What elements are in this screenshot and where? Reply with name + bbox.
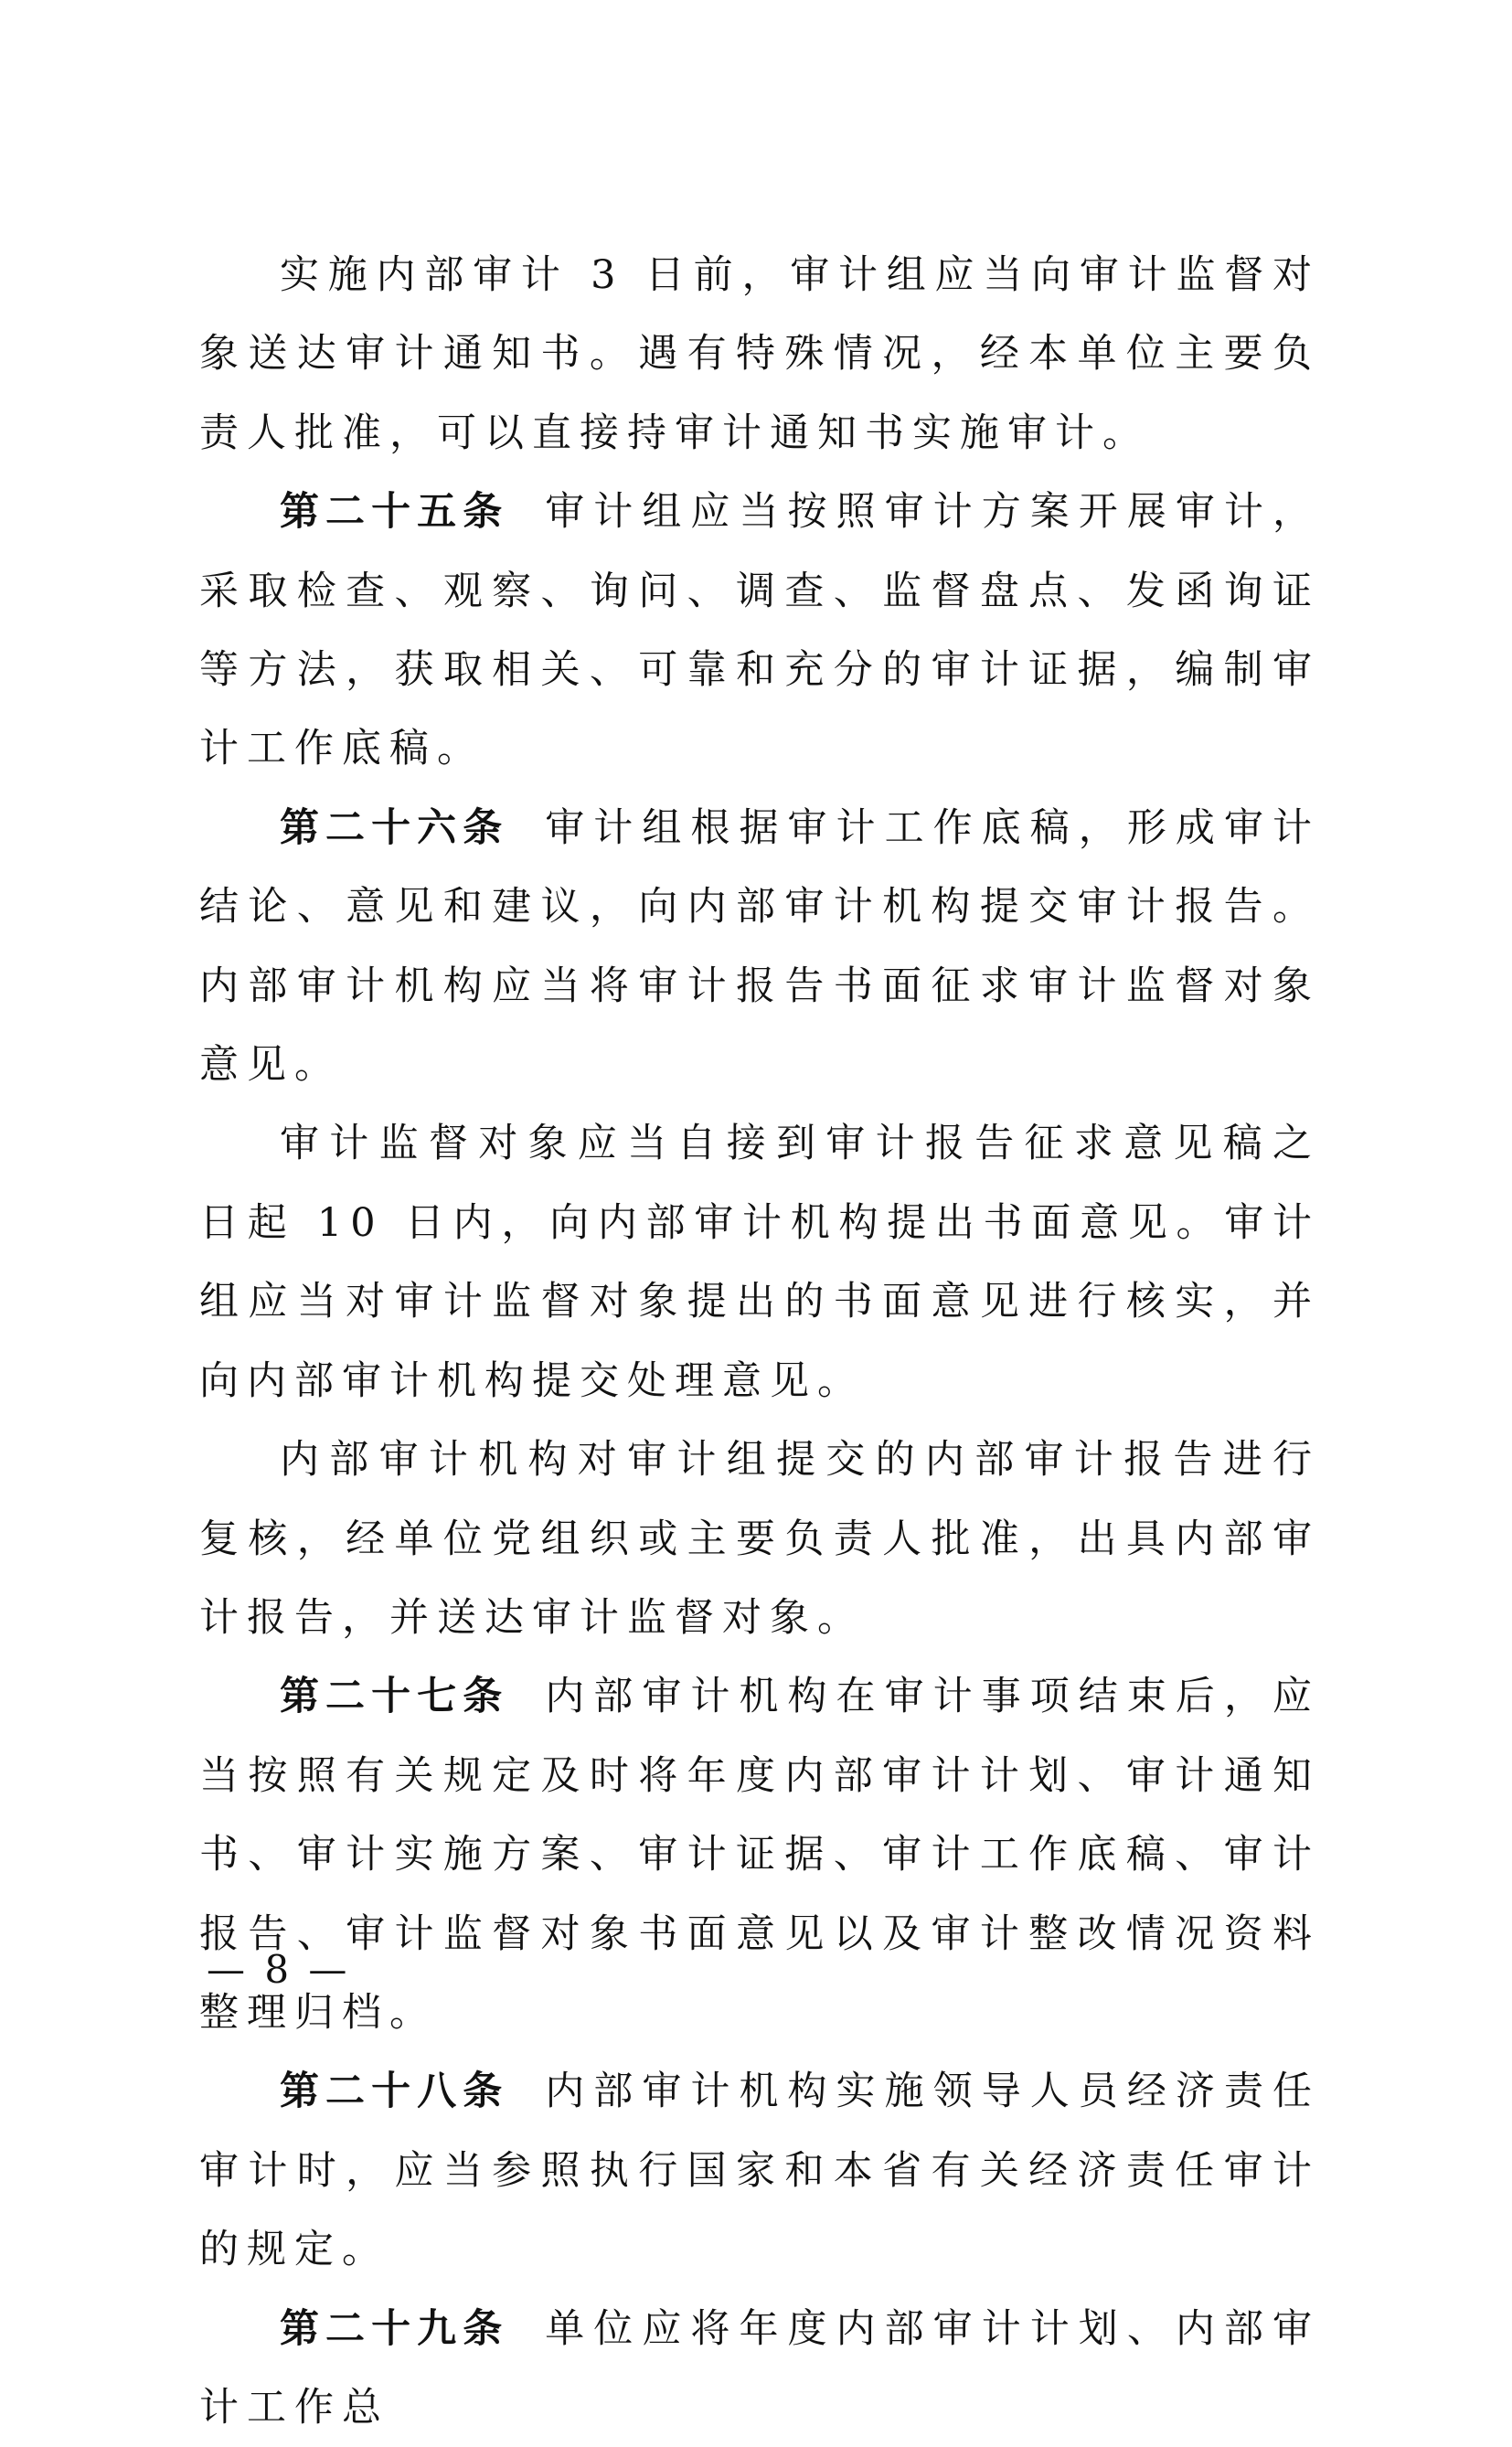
page-number: — 8 —	[207, 1947, 351, 1992]
article-number: 第二十八条	[280, 2069, 509, 2115]
paragraph-8	[199, 2290, 1320, 2447]
paragraph-1	[199, 236, 1320, 473]
article-number: 第二十七条	[280, 1674, 509, 1720]
regulation-body	[199, 236, 1320, 2447]
paragraph-text: 实施内部审计 3 日前，审计组应当向审计监督对象送达审计通知书。遇有特殊情况，经本单位主要负责人批准，可以直接持审计通知书实施审计。	[199, 252, 1320, 456]
paragraph-6	[199, 1657, 1320, 2052]
paragraph-4	[199, 1104, 1320, 1420]
paragraph-text: 内部审计机构实施领导人员经济责任审计时，应当参照执行国家和本省有关经济责任审计的规定。	[199, 2069, 1320, 2273]
paragraph-2	[199, 473, 1320, 789]
article-number: 第二十六条	[280, 804, 509, 851]
paragraph-text: 审计组应当按照审计方案开展审计，采取检查、观察、询问、调查、监督盘点、发函询证等方法，获取相关、可靠和充分的审计证据，编制审计工作底稿。	[199, 489, 1320, 772]
paragraph-text: 审计监督对象应当自接到审计报告征求意见稿之日起 10 日内，向内部审计机构提出书面意见。审计组应当对审计监督对象提出的书面意见进行核实，并向内部审计机构提交处理意见。	[199, 1121, 1320, 1404]
article-number: 第二十五条	[280, 489, 509, 536]
paragraph-5	[199, 1420, 1320, 1657]
paragraph-text: 内部审计机构在审计事项结束后，应当按照有关规定及时将年度内部审计计划、审计通知书、审计实施方案、审计证据、审计工作底稿、审计报告、审计监督对象书面意见以及审计整改情况资料整理归档。	[199, 1674, 1320, 2036]
article-number: 第二十九条	[280, 2305, 509, 2352]
paragraph-text: 内部审计机构对审计组提交的内部审计报告进行复核，经单位党组织或主要负责人批准，出具内部审计报告，并送达审计监督对象。	[199, 1437, 1320, 1641]
paragraph-text: 单位应将年度内部审计计划、内部审计工作总	[199, 2305, 1320, 2431]
paragraph-3	[199, 789, 1320, 1105]
paragraph-text: 审计组根据审计工作底稿，形成审计结论、意见和建议，向内部审计机构提交审计报告。内部审计机构应当将审计报告书面征求审计监督对象意见。	[199, 804, 1320, 1089]
paragraph-7	[199, 2052, 1320, 2289]
